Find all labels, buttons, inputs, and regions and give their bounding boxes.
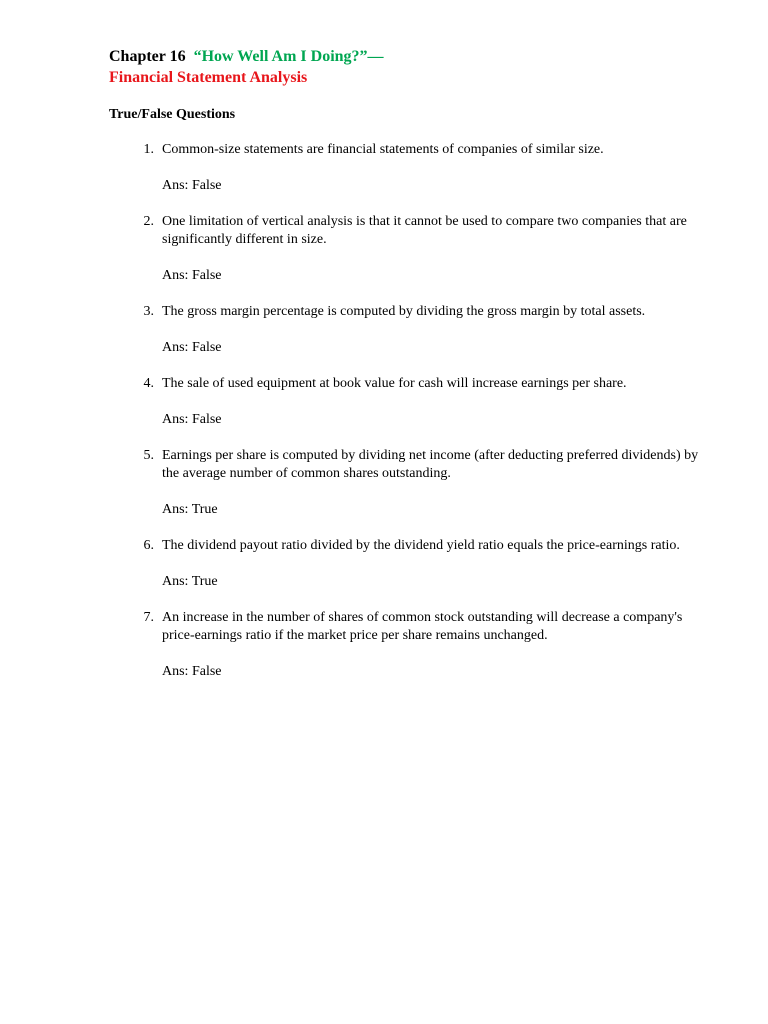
question-text: Earnings per share is computed by dividing net income (after deducting preferred dividends) by the average number of common shares outstanding. bbox=[162, 448, 699, 481]
question-item bbox=[109, 141, 708, 213]
question-text: The sale of used equipment at book value for cash will increase earnings per share. bbox=[162, 376, 627, 391]
question-text: Common-size statements are financial statements of companies of similar size. bbox=[162, 142, 604, 157]
question-number: 5. bbox=[143, 448, 154, 463]
question-number: 2. bbox=[143, 214, 154, 229]
answer-text: Ans: True bbox=[162, 574, 218, 589]
question-item bbox=[109, 609, 708, 699]
question-number: 4. bbox=[143, 376, 154, 391]
question-list bbox=[109, 141, 708, 699]
question-item bbox=[109, 375, 708, 447]
answer-text: Ans: False bbox=[162, 178, 222, 193]
question-item bbox=[109, 447, 708, 537]
question-number: 7. bbox=[143, 610, 154, 625]
answer-text: Ans: False bbox=[162, 412, 222, 427]
section-heading: True/False Questions bbox=[109, 107, 236, 122]
question-number: 3. bbox=[143, 304, 154, 319]
question-text: The dividend payout ratio divided by the dividend yield ratio equals the price-earnings ratio. bbox=[162, 538, 680, 553]
question-text: The gross margin percentage is computed by dividing the gross margin by total assets. bbox=[162, 304, 646, 319]
chapter-number: Chapter 16 bbox=[109, 48, 186, 65]
chapter-title: “How Well Am I Doing?”— bbox=[193, 48, 384, 65]
question-item bbox=[109, 303, 708, 375]
question-number: 1. bbox=[143, 142, 154, 157]
question-text: One limitation of vertical analysis is that it cannot be used to compare two companies that are significantly different in size. bbox=[162, 214, 687, 247]
chapter-heading bbox=[109, 46, 708, 67]
question-item bbox=[109, 213, 708, 303]
question-number: 6. bbox=[143, 538, 154, 553]
answer-text: Ans: False bbox=[162, 268, 222, 283]
answer-text: Ans: True bbox=[162, 502, 218, 517]
question-item bbox=[109, 537, 708, 609]
answer-text: Ans: False bbox=[162, 664, 222, 679]
chapter-subtitle: Financial Statement Analysis bbox=[109, 69, 308, 86]
question-text: An increase in the number of shares of common stock outstanding will decrease a company's price-earnings ratio if the market price per share remains unchanged. bbox=[162, 610, 683, 643]
answer-text: Ans: False bbox=[162, 340, 222, 355]
